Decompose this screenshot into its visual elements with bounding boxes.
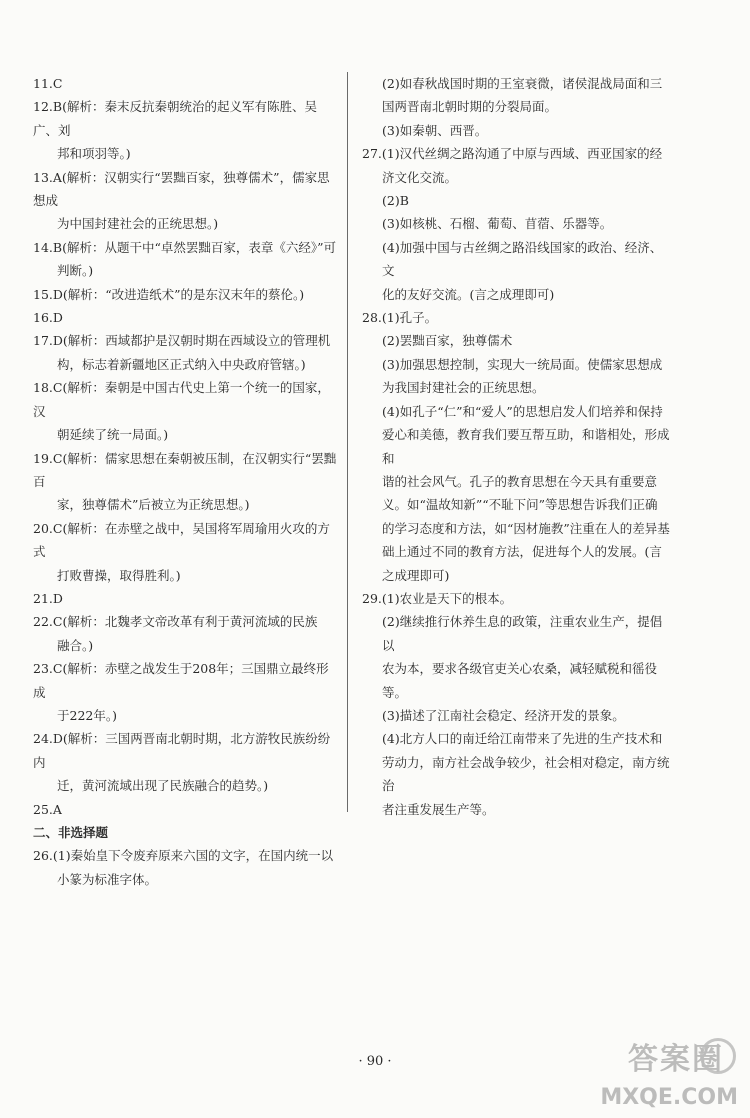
answer-line: 之成理即可) [382,567,450,583]
answer-line: 家，独尊儒术”后被立为正统思想。) [57,497,250,513]
answer-line: (3)加强思想控制，实现大一统局面。使儒家思想成 [382,356,663,372]
answer-line: 农为本，要求各级官吏关心农桑，减轻赋税和徭役等。 [382,661,658,700]
answer-line: 23.C(解析：赤壁之战发生于208年；三国鼎立最终形成 [33,661,329,700]
answer-line: 25.A [33,801,62,817]
answer-line: 朝延续了统一局面。) [57,427,169,443]
answer-line: 15.D(解析：“改进造纸术”的是东汉末年的蔡伦。) [33,286,305,302]
answer-line: 27.(1)汉代丝绸之路沟通了中原与西域、西亚国家的经 [362,146,663,162]
answer-line: (3)如核桃、石榴、葡萄、苜蓿、乐器等。 [382,216,613,232]
answer-line: 迁，黄河流域出现了民族融合的趋势。) [57,778,269,794]
answer-line: (4)北方人口的南迁给江南带来了先进的生产技术和 [382,731,663,747]
answer-line: 16.D [33,310,63,326]
left-column [33,72,338,891]
column-divider [347,72,348,812]
answer-line: 19.C(解析：儒家思想在秦朝被压制，在汉朝实行“罢黜百 [33,450,337,489]
answer-line: 义。如“温故知新”“不耻下问”等思想告诉我们正确 [382,497,658,513]
answer-line: (3)描述了江南社会稳定、经济开发的景象。 [382,707,625,723]
answer-line: 打败曹操，取得胜利。) [57,567,181,583]
answer-line: 构，标志着新疆地区正式纳入中央政府管辖。) [57,356,306,372]
watermark-text: 答案圈 [628,1042,724,1077]
answer-line: 29.(1)农业是天下的根本。 [362,590,513,606]
section-heading: 二、非选择题 [33,825,109,840]
answer-line: 18.C(解析：秦朝是中国古代史上第一个统一的国家，汉 [33,380,330,419]
answer-line: (2)罢黜百家，独尊儒术 [382,333,513,349]
answer-line: 为中国封建社会的正统思想。) [57,216,219,232]
answer-line: 国两晋南北朝时期的分裂局面。 [382,99,558,115]
answer-line: 17.D(解析：西域都护是汉朝时期在西域设立的管理机 [33,333,331,349]
answer-line: 14.B(解析：从题干中“卓然罢黜百家，表章《六经》”可 [33,239,336,255]
answer-line: (2)B [382,193,409,209]
answer-line: 26.(1)秦始皇下令废弃原来六国的文字，在国内统一以 [33,848,334,864]
answer-line: 化的友好交流。(言之成理即可) [382,286,555,302]
right-column [362,72,674,821]
answer-line: 者注重发展生产等。 [382,801,495,817]
answer-line: 小篆为标准字体。 [57,871,158,887]
answer-line: 20.C(解析：在赤壁之战中，吴国将军周瑜用火攻的方式 [33,520,330,560]
answer-line: (3)如秦朝、西晋。 [382,122,488,138]
answer-line: 邦和项羽等。) [57,146,131,162]
answer-line: 济文化交流。 [382,169,458,185]
answer-line: (4)加强中国与古丝绸之路沿线国家的政治、经济、文 [382,239,663,279]
answer-line: (4)如孔子“仁”和“爱人”的思想启发人们培养和保持 [382,403,663,419]
answer-line: (2)继续推行休养生息的政策，注重农业生产，提倡以 [382,614,663,653]
answer-line: 于222年。) [57,707,117,723]
answer-line: 谐的社会风气。孔子的教育思想在今天具有重要意 [382,473,658,489]
answer-line: 21.D [33,590,63,606]
answer-line: 28.(1)孔子。 [362,310,438,326]
page-number: · 90 · [358,1054,392,1069]
answer-line: 的学习态度和方法，如“因材施教”注重在人的差异基 [382,520,670,536]
answer-line: 11.C [33,76,63,91]
answer-line: 22.C(解析：北魏孝文帝改革有利于黄河流域的民族 [33,614,318,630]
watermark-logo [598,1034,738,1110]
answer-line: 础上通过不同的教育方法，促进每个人的发展。(言 [382,544,662,560]
answer-line: 24.D(解析：三国两晋南北朝时期，北方游牧民族纷纷内 [33,731,331,770]
answer-line: 爱心和美德，教育我们要互帮互助，和谐相处，形成和 [382,427,670,466]
answer-line: 12.B(解析：秦末反抗秦朝统治的起义军有陈胜、吴广、刘 [33,99,317,138]
answer-line: (2)如春秋战国时期的王室衰微，诸侯混战局面和三 [382,76,663,91]
answer-line: 劳动力，南方社会战争较少，社会相对稳定，南方统治 [382,754,670,794]
answer-line: 为我国封建社会的正统思想。 [382,380,545,396]
answer-line: 判断。) [57,263,94,279]
answer-line: 融合。) [57,637,94,653]
answer-line: 13.A(解析：汉朝实行“罢黜百家，独尊儒术”，儒家思想成 [33,169,330,209]
watermark-url: MXQE.COM [600,1085,738,1110]
